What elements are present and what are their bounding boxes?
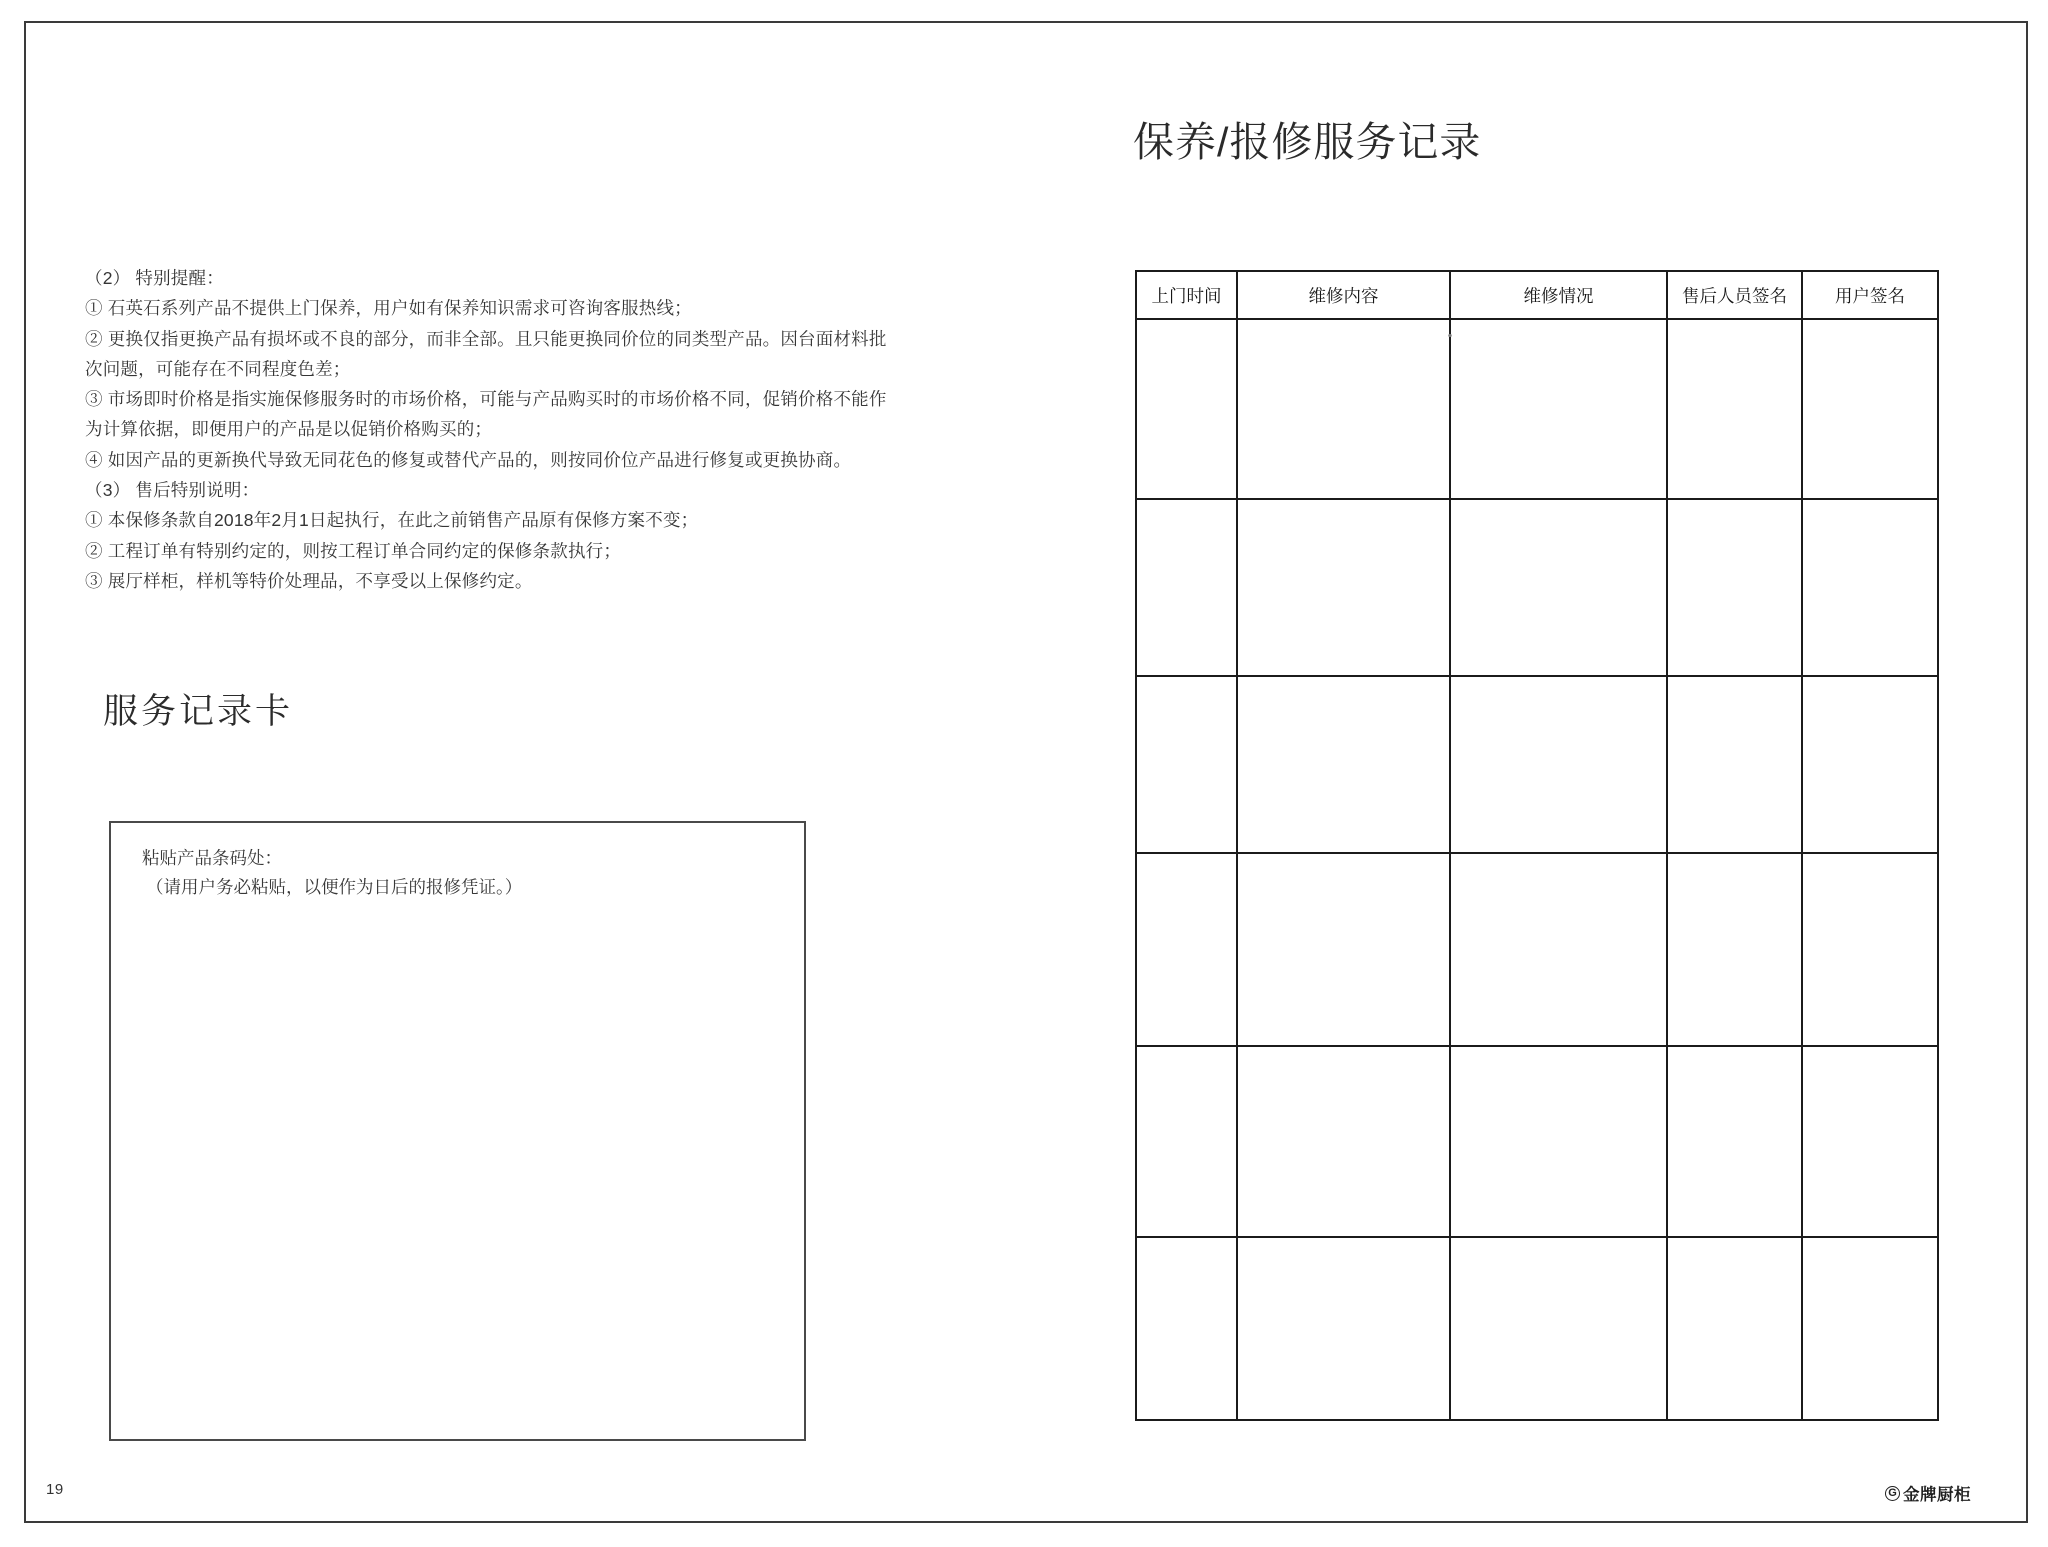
note-line: 次问题，可能存在不同程度色差； (85, 358, 351, 379)
record-table-grid (1135, 270, 1939, 1421)
table-cell (1802, 676, 1938, 853)
table-cell (1136, 1237, 1237, 1420)
table-cell (1667, 1237, 1802, 1420)
table-cell (1136, 499, 1237, 676)
table-cell (1237, 1046, 1450, 1237)
note-line: 为计算依据，即便用户的产品是以促销价格购买的； (85, 419, 493, 440)
table-row (1136, 853, 1938, 1046)
note-line: ① 本保修条款自2018年2月1日起执行，在此之前销售产品原有保修方案不变； (85, 510, 699, 531)
table-cell (1802, 853, 1938, 1046)
table-cell (1237, 499, 1450, 676)
page-number: 19 (46, 1481, 64, 1498)
brand-g-icon: G (1885, 1486, 1900, 1501)
table-cell (1450, 319, 1667, 499)
header-user-signature: 用户签名 (1802, 271, 1938, 319)
table-row (1136, 319, 1938, 499)
barcode-sticker-box (109, 821, 806, 1441)
table-cell (1450, 1046, 1667, 1237)
header-repair-content: 维修内容 (1237, 271, 1450, 319)
table-cell (1136, 319, 1237, 499)
table-cell (1802, 1046, 1938, 1237)
table-cell (1136, 1046, 1237, 1237)
barcode-box-line1: 粘贴产品条码处： (142, 848, 282, 868)
brand-logo-text: 金牌厨柜 (1903, 1486, 1971, 1504)
barcode-box-caption (142, 844, 522, 902)
table-cell (1136, 853, 1237, 1046)
table-cell (1802, 319, 1938, 499)
table-header-row (1136, 271, 1938, 319)
table-cell (1450, 499, 1667, 676)
note-line: ② 更换仅指更换产品有损坏或不良的部分，而非全部。且只能更换同价位的同类型产品。因台面材料批 (85, 328, 887, 349)
table-cell (1237, 853, 1450, 1046)
table-cell (1802, 499, 1938, 676)
note-line: （2） 特别提醒： (85, 268, 224, 288)
table-cell (1667, 853, 1802, 1046)
table-cell (1450, 676, 1667, 853)
note-line: （3） 售后特别说明： (85, 480, 260, 501)
maintenance-record-title: 保养/报修服务记录 (1133, 119, 1482, 165)
table-cell (1237, 1237, 1450, 1420)
table-row (1136, 676, 1938, 853)
note-line: ③ 展厅样柜，样机等特价处理品，不享受以上保修约定。 (85, 570, 533, 591)
table-row (1136, 499, 1938, 676)
note-line: ④ 如因产品的更新换代导致无同花色的修复或替代产品的，则按同价位产品进行修复或更换协商。 (85, 449, 852, 470)
note-line: ③ 市场即时价格是指实施保修服务时的市场价格，可能与产品购买时的市场价格不同，促销价格不能作 (85, 389, 887, 410)
after-sales-notes (85, 263, 915, 596)
table-cell (1667, 676, 1802, 853)
table-cell (1450, 1237, 1667, 1420)
service-record-card-heading: 服务记录卡 (103, 692, 294, 731)
note-line: ① 石英石系列产品不提供上门保养，用户如有保养知识需求可咨询客服热线； (85, 298, 692, 319)
table-cell (1237, 676, 1450, 853)
scan-artifact-dot (1448, 334, 1452, 337)
header-repair-status: 维修情况 (1450, 271, 1667, 319)
table-cell (1667, 499, 1802, 676)
brand-logo (1885, 1481, 1971, 1505)
note-line: ② 工程订单有特别约定的，则按工程订单合同约定的保修条款执行； (85, 540, 622, 561)
table-row (1136, 1237, 1938, 1420)
table-cell (1667, 319, 1802, 499)
header-visit-time: 上门时间 (1136, 271, 1237, 319)
service-record-table (1135, 270, 1939, 1421)
table-cell (1667, 1046, 1802, 1237)
table-cell (1450, 853, 1667, 1046)
table-cell (1802, 1237, 1938, 1420)
table-cell (1237, 319, 1450, 499)
table-cell (1136, 676, 1237, 853)
table-row (1136, 1046, 1938, 1237)
barcode-box-line2: （请用户务必粘贴，以便作为日后的报修凭证。） (146, 877, 523, 897)
header-staff-signature: 售后人员签名 (1667, 271, 1802, 319)
